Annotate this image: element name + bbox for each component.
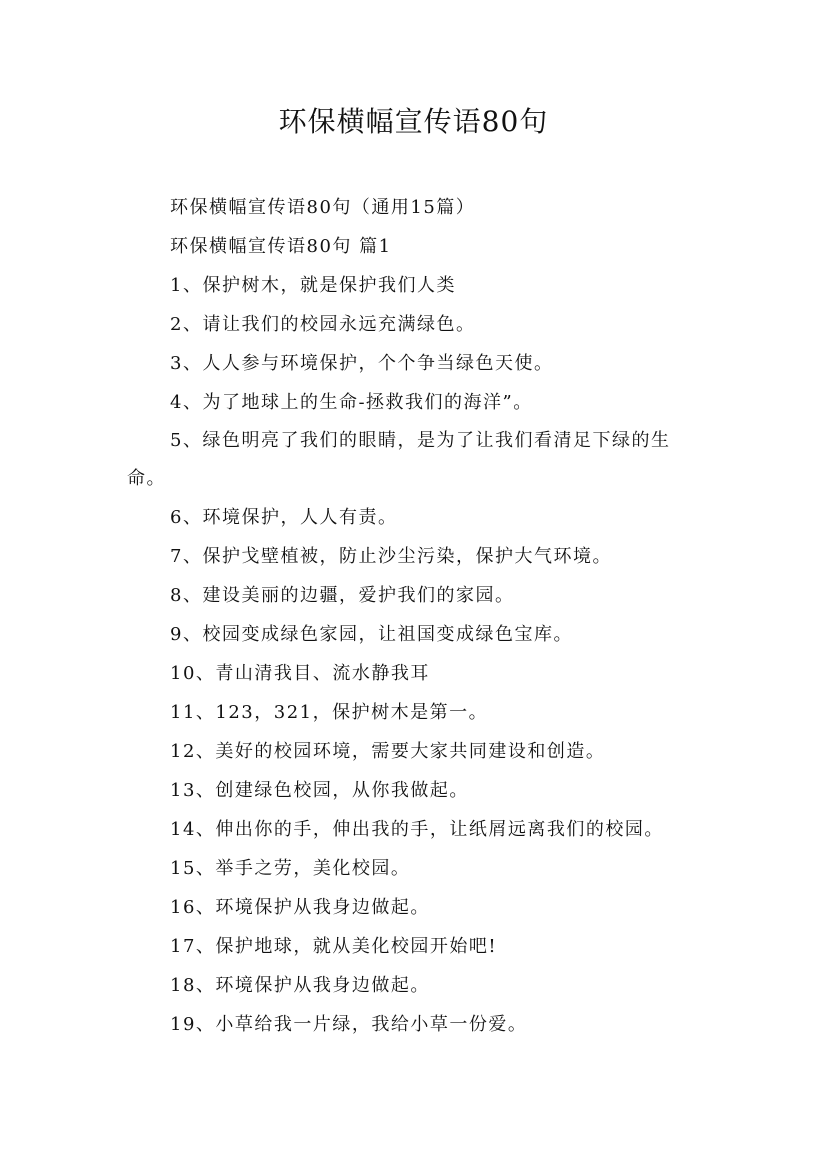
paragraph-item: 13、创建绿色校园，从你我做起。 (170, 780, 469, 801)
paragraph-item: 12、美好的校园环境，需要大家共同建设和创造。 (170, 741, 606, 762)
paragraph-item: 8、建设美丽的边疆，爱护我们的家园。 (170, 585, 515, 606)
paragraph-item: 6、环境保护，人人有责。 (170, 507, 398, 528)
paragraph-item: 11、123，321，保护树木是第一。 (170, 702, 489, 723)
paragraph-item: 17、保护地球，就从美化校园开始吧! (170, 936, 498, 957)
paragraph-section-heading: 环保横幅宣传语80句 篇1 (170, 236, 392, 257)
paragraph-subtitle: 环保横幅宣传语80句（通用15篇） (170, 197, 476, 218)
paragraph-item: 18、环境保护从我身边做起。 (170, 975, 430, 996)
paragraph-item: 16、环境保护从我身边做起。 (170, 897, 430, 918)
paragraph-item: 2、请让我们的校园永远充满绿色。 (170, 314, 476, 335)
paragraph-item: 9、校园变成绿色家园，让祖国变成绿色宝库。 (170, 624, 573, 645)
paragraph-item: 14、伸出你的手，伸出我的手，让纸屑远离我们的校园。 (170, 819, 664, 840)
paragraph-item: 4、为了地球上的生命-拯救我们的海洋”。 (170, 392, 533, 413)
paragraph-item: 19、小草给我一片绿，我给小草一份爱。 (170, 1014, 528, 1035)
paragraph-item: 15、举手之劳，美化校园。 (170, 858, 411, 879)
paragraph-item: 5、绿色明亮了我们的眼睛，是为了让我们看清足下绿的生命。 (127, 430, 671, 489)
paragraph-item: 7、保护戈壁植被，防止沙尘污染，保护大气环境。 (170, 546, 612, 567)
paragraph-item: 10、青山清我目、流水静我耳 (170, 663, 430, 684)
paragraph-item: 3、人人参与环境保护，个个争当绿色天使。 (170, 353, 554, 374)
document-title: 环保横幅宣传语80句 (278, 105, 549, 138)
document-body (127, 188, 707, 1044)
paragraph-item: 1、保护树木，就是保护我们人类 (170, 275, 456, 296)
